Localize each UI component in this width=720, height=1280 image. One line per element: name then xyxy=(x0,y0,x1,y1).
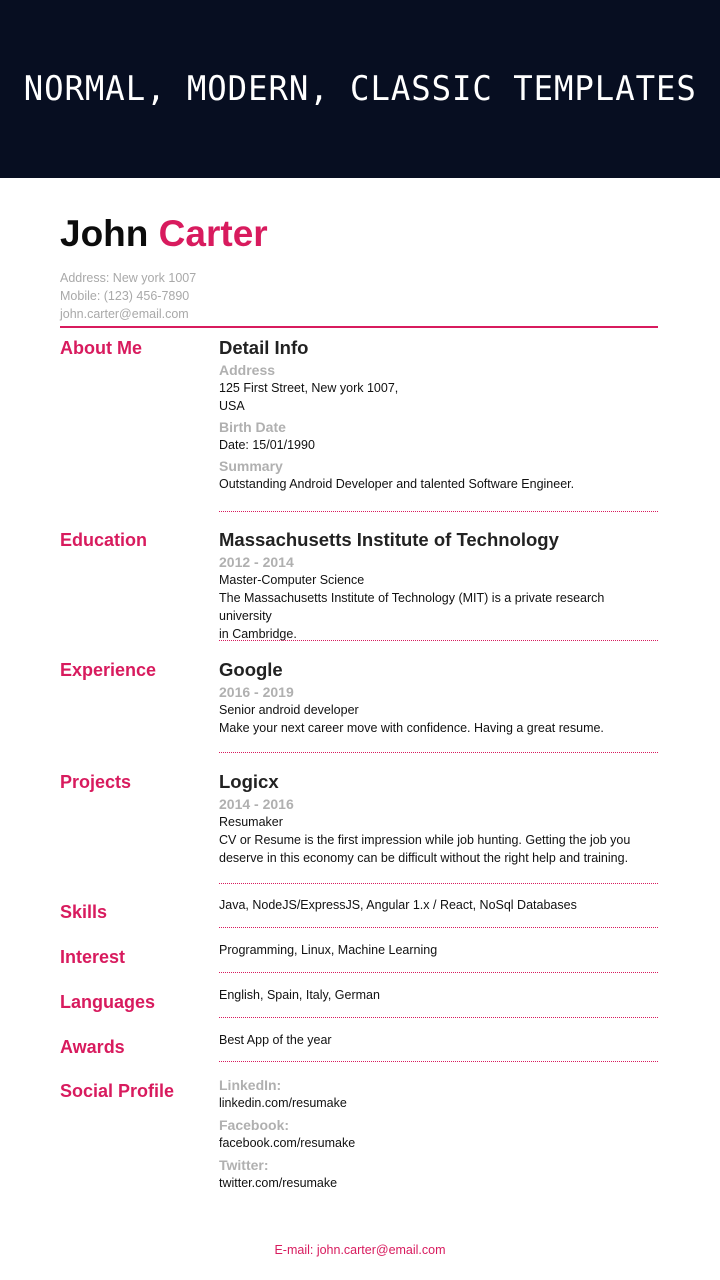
experience-body xyxy=(219,659,659,737)
social-body xyxy=(219,1076,659,1192)
education-desc-line1: The Massachusetts Institute of Technology (MIT) is a private research university xyxy=(219,591,605,623)
interest-body xyxy=(219,941,659,959)
linkedin-link[interactable]: linkedin.com/resumake xyxy=(219,1096,347,1110)
awards-value: Best App of the year xyxy=(219,1033,332,1047)
facebook-label: Facebook: xyxy=(219,1117,290,1133)
skills-body xyxy=(219,896,659,914)
about-heading: Detail Info xyxy=(219,337,309,358)
experience-role: Senior android developer xyxy=(219,703,359,717)
languages-value: English, Spain, Italy, German xyxy=(219,988,380,1002)
section-label-about: About Me xyxy=(60,338,142,358)
contact-email: john.carter@email.com xyxy=(60,307,189,321)
summary-value: Outstanding Android Developer and talented Software Engineer. xyxy=(219,477,575,491)
footer-email[interactable]: E-mail: john.carter@email.com xyxy=(274,1243,446,1257)
last-name: Carter xyxy=(158,213,268,254)
section-label-interest: Interest xyxy=(60,947,126,967)
education-heading: Massachusetts Institute of Technology xyxy=(219,529,559,550)
facebook-link[interactable]: facebook.com/resumake xyxy=(219,1136,356,1150)
awards-body xyxy=(219,1031,659,1049)
divider xyxy=(219,1017,658,1018)
section-label-experience: Experience xyxy=(60,660,157,680)
experience-desc: Make your next career move with confidence. Having a great resume. xyxy=(219,721,604,735)
education-desc-line2: in Cambridge. xyxy=(219,627,297,641)
divider xyxy=(219,972,658,973)
header-banner xyxy=(0,0,720,178)
projects-name: Resumaker xyxy=(219,815,283,829)
twitter-link[interactable]: twitter.com/resumake xyxy=(219,1176,338,1190)
summary-label: Summary xyxy=(219,458,283,474)
contact-mobile: Mobile: (123) 456-7890 xyxy=(60,289,190,303)
projects-body xyxy=(219,771,659,867)
section-label-social: Social Profile xyxy=(60,1081,175,1101)
skills-value: Java, NodeJS/ExpressJS, Angular 1.x / React, NoSql Databases xyxy=(219,898,577,912)
resume-name xyxy=(60,212,268,256)
address-line1: 125 First Street, New york 1007, xyxy=(219,381,399,395)
divider xyxy=(219,511,658,512)
divider xyxy=(219,927,658,928)
divider xyxy=(219,640,658,641)
section-label-projects: Projects xyxy=(60,772,132,792)
address-line2: USA xyxy=(219,399,245,413)
birth-label: Birth Date xyxy=(219,419,286,435)
divider xyxy=(219,883,658,884)
first-name: John xyxy=(60,213,149,254)
section-label-awards: Awards xyxy=(60,1037,125,1057)
divider xyxy=(219,752,658,753)
section-label-skills: Skills xyxy=(60,902,108,922)
banner-title: NORMAL, MODERN, CLASSIC TEMPLATES xyxy=(23,69,697,109)
about-body xyxy=(219,337,659,493)
contact-info xyxy=(60,269,196,323)
education-years: 2012 - 2014 xyxy=(219,554,294,570)
birth-value: Date: 15/01/1990 xyxy=(219,438,315,452)
languages-body xyxy=(219,986,659,1004)
twitter-label: Twitter: xyxy=(219,1157,269,1173)
header-divider xyxy=(60,326,658,328)
section-label-languages: Languages xyxy=(60,992,156,1012)
projects-years: 2014 - 2016 xyxy=(219,796,294,812)
projects-desc-line2: deserve in this economy can be difficult without the right help and training. xyxy=(219,851,629,865)
experience-heading: Google xyxy=(219,659,283,680)
projects-desc-line1: CV or Resume is the first impression while job hunting. Getting the job you xyxy=(219,833,631,847)
linkedin-label: LinkedIn: xyxy=(219,1077,282,1093)
address-label: Address xyxy=(219,362,276,378)
education-body xyxy=(219,529,659,643)
contact-address: Address: New york 1007 xyxy=(60,271,197,285)
section-label-education: Education xyxy=(60,530,148,550)
divider xyxy=(219,1061,658,1062)
experience-years: 2016 - 2019 xyxy=(219,684,294,700)
education-degree: Master-Computer Science xyxy=(219,573,365,587)
interest-value: Programming, Linux, Machine Learning xyxy=(219,943,438,957)
projects-heading: Logicx xyxy=(219,771,279,792)
